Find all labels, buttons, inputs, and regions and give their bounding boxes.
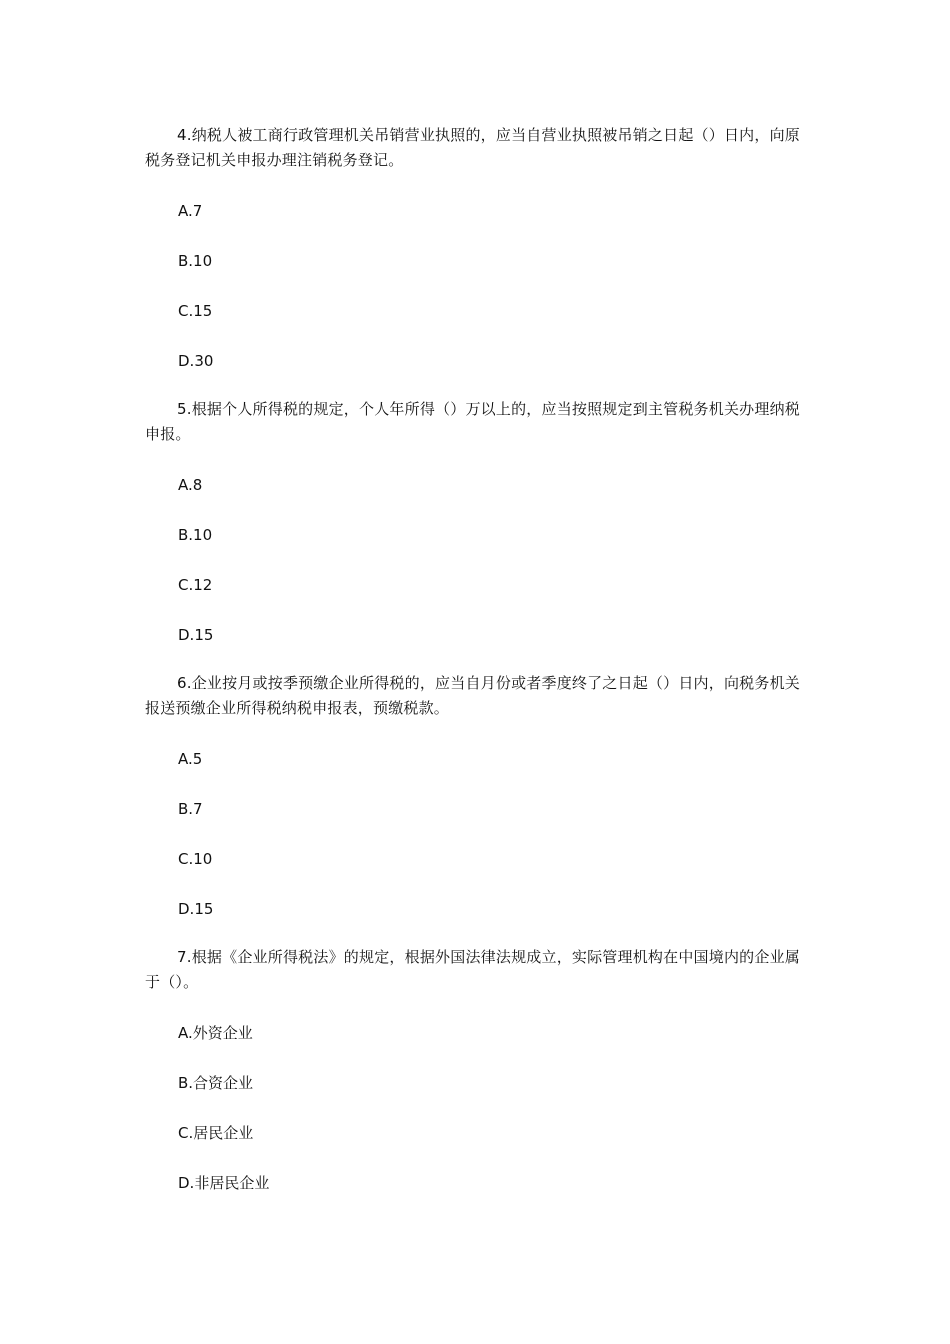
question-5-option-c: C.12 <box>178 576 213 594</box>
question-5-option-a: A.8 <box>178 476 203 494</box>
question-7-option-b: B.合资企业 <box>178 1074 254 1092</box>
question-7-stem: 7.根据《企业所得税法》的规定，根据外国法律法规成立，实际管理机构在中国境内的企业属于（）。 <box>145 948 800 991</box>
question-4-option-b: B.10 <box>178 252 213 270</box>
question-5-option-b: B.10 <box>178 526 213 544</box>
question-6-stem: 6.企业按月或按季预缴企业所得税的，应当自月份或者季度终了之日起（）日内，向税务机关报送预缴企业所得税纳税申报表，预缴税款。 <box>145 674 800 717</box>
question-7-option-a: A.外资企业 <box>178 1024 253 1042</box>
question-7-option-d: D.非居民企业 <box>178 1174 270 1192</box>
question-4-option-c: C.15 <box>178 302 213 320</box>
question-4-option-a: A.7 <box>178 202 203 220</box>
question-5-option-d: D.15 <box>178 626 214 644</box>
question-6-option-d: D.15 <box>178 900 214 918</box>
question-6-option-c: C.10 <box>178 850 213 868</box>
question-7-option-c: C.居民企业 <box>178 1124 254 1142</box>
question-4-option-d: D.30 <box>178 352 214 370</box>
question-5-stem: 5.根据个人所得税的规定，个人年所得（）万以上的，应当按照规定到主管税务机关办理纳税申报。 <box>145 400 800 443</box>
question-6-option-b: B.7 <box>178 800 203 818</box>
question-4-stem: 4.纳税人被工商行政管理机关吊销营业执照的，应当自营业执照被吊销之日起（）日内，向原税务登记机关申报办理注销税务登记。 <box>145 126 800 169</box>
question-6-option-a: A.5 <box>178 750 203 768</box>
